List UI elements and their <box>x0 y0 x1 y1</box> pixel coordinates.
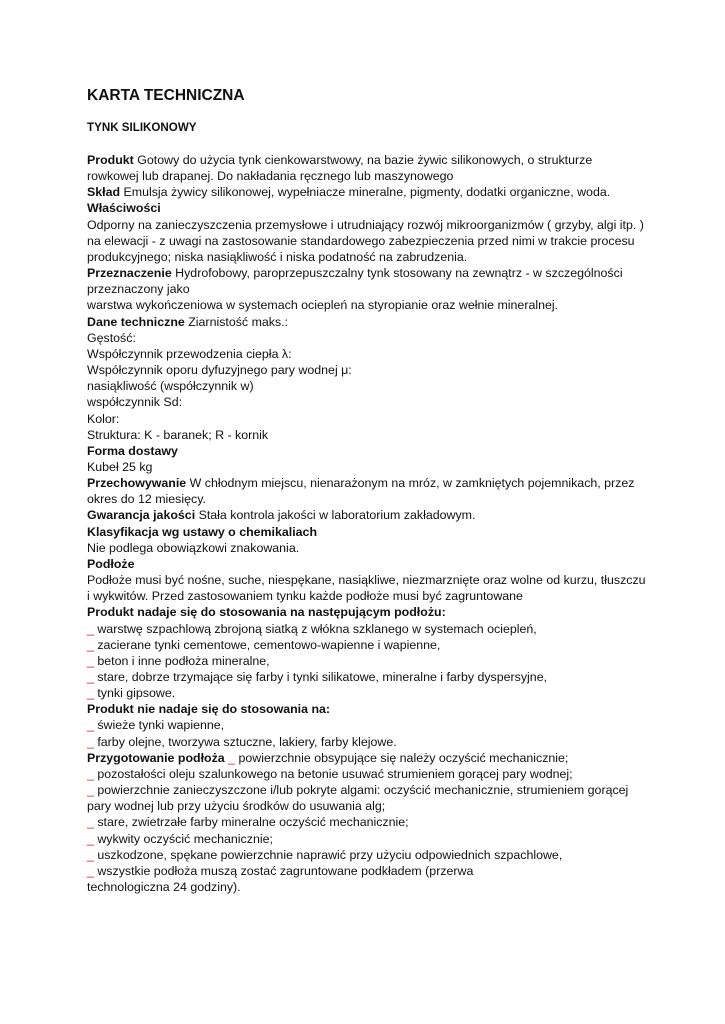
text-run: Kubeł 25 kg <box>87 459 153 474</box>
text-line <box>87 701 647 717</box>
product-subtitle: TYNK SILIKONOWY <box>87 121 197 134</box>
text-run: nasiąkliwość (współczynnik w) <box>87 379 254 394</box>
text-line <box>87 297 647 313</box>
text-line <box>87 669 647 685</box>
bullet-dash: _ <box>87 863 94 878</box>
section-label: Dane techniczne <box>87 314 185 329</box>
text-run: farby olejne, tworzywa sztuczne, lakiery, farby klejowe. <box>93 734 397 749</box>
text-run: technologiczna 24 godziny). <box>87 880 241 895</box>
document-page <box>87 86 647 895</box>
text-line <box>87 184 647 200</box>
bullet-dash: _ <box>87 783 94 798</box>
text-run: warstwa wykończeniowa w systemach ociepleń na styropianie oraz wełnie mineralnej. <box>87 298 559 313</box>
text-run: produkcyjnego; niska nasiąkliwość i niska podatność na zabrudzenia. <box>87 249 468 264</box>
text-line <box>87 717 647 733</box>
text-line <box>87 233 647 249</box>
text-line <box>87 879 647 895</box>
text-run: Współczynnik oporu dyfuzyjnego pary wodnej μ: <box>87 363 352 378</box>
text-line <box>87 314 647 330</box>
text-run: Emulsja żywicy silikonowej, wypełniacze mineralne, pigmenty, dodatki organiczne, woda. <box>120 185 611 200</box>
text-line <box>87 459 647 475</box>
text-run: pary wodnej lub przy użyciu środków do usuwania alg; <box>87 799 386 814</box>
text-run: Hydrofobowy, paroprzepuszczalny tynk stosowany na zewnątrz - w szczególności <box>171 266 623 281</box>
text-run: i wykwitów. Przed zastosowaniem tynku każde podłoże musi być zagruntowane <box>87 589 523 604</box>
text-line <box>87 637 647 653</box>
text-line <box>87 863 647 879</box>
document-body <box>87 152 647 895</box>
text-run: przeznaczony jako <box>87 282 190 297</box>
text-run: beton i inne podłoża mineralne, <box>93 653 270 668</box>
text-line <box>87 750 647 766</box>
text-run: Odporny na zanieczyszczenia przemysłowe i utrudniający rozwój mikroorganizmów ( grzyby, algi itp. ) <box>87 217 644 232</box>
bullet-dash: _ <box>87 734 94 749</box>
text-line <box>87 491 647 507</box>
bullet-dash: _ <box>87 718 94 733</box>
text-run: powierzchnie zanieczyszczone i/lub pokryte algami: oczyścić mechanicznie, strumieniem gorącej <box>93 783 629 798</box>
text-line <box>87 653 647 669</box>
bullet-dash: _ <box>87 766 94 781</box>
text-run: Współczynnik przewodzenia ciepła λ: <box>87 346 292 361</box>
section-label: Produkt nadaje się do stosowania na następującym podłożu: <box>87 605 446 620</box>
text-run: Struktura: K - baranek; R - kornik <box>87 427 269 442</box>
text-run: wszystkie podłoża muszą zostać zagruntowane podkładem (przerwa <box>93 863 474 878</box>
text-run: okres do 12 miesięcy. <box>87 492 206 507</box>
text-line <box>87 847 647 863</box>
text-line <box>87 378 647 394</box>
section-label: Klasyfikacja wg ustawy o chemikaliach <box>87 524 318 539</box>
text-line <box>87 685 647 701</box>
text-run: powierzchnie obsypujące się należy oczyścić mechanicznie; <box>235 750 569 765</box>
text-run: tynki gipsowe. <box>93 686 176 701</box>
text-line <box>87 443 647 459</box>
text-line <box>87 346 647 362</box>
text-line <box>87 588 647 604</box>
section-label: Gwarancja jakości <box>87 508 196 523</box>
text-line <box>87 394 647 410</box>
document-title: KARTA TECHNICZNA <box>87 87 245 104</box>
bullet-dash: _ <box>87 847 94 862</box>
text-line <box>87 766 647 782</box>
text-line <box>87 330 647 346</box>
text-run: W chłodnym miejscu, nienarażonym na mróz, w zamkniętych pojemnikach, przez <box>186 476 635 491</box>
section-label: Właściwości <box>87 201 161 216</box>
text-line <box>87 782 647 798</box>
text-run: Nie podlega obowiązkowi znakowania. <box>87 540 300 555</box>
text-run: stare, dobrze trzymające się farby i tynki silikatowe, mineralne i farby dyspersyjne, <box>93 670 548 684</box>
bullet-dash: _ <box>87 670 94 684</box>
text-line <box>87 831 647 847</box>
text-run: Gęstość: <box>87 330 136 345</box>
text-line <box>87 604 647 620</box>
bullet-dash: _ <box>87 815 94 830</box>
text-line <box>87 362 647 378</box>
text-line <box>87 265 647 281</box>
text-line <box>87 217 647 233</box>
bullet-dash: _ <box>87 621 94 636</box>
text-run: zacierane tynki cementowe, cementowo-wapienne i wapienne, <box>93 637 441 652</box>
bullet-dash: _ <box>228 750 236 765</box>
section-label: Skład <box>87 185 121 200</box>
section-label: Forma dostawy <box>87 443 178 458</box>
bullet-dash: _ <box>87 831 94 846</box>
text-run: Ziarnistość maks.: <box>184 314 289 329</box>
text-run: na elewacji - z uwagi na zastosowanie standardowego zabezpieczenia przed nimi w trakcie procesu <box>87 233 635 248</box>
text-run: uszkodzone, spękane powierzchnie naprawić przy użyciu odpowiednich szpachlowe, <box>93 847 563 862</box>
text-run: Kolor: <box>87 411 120 426</box>
bullet-dash: _ <box>87 686 94 701</box>
text-line <box>87 152 647 168</box>
text-line <box>87 427 647 443</box>
text-run: warstwę szpachlową zbrojoną siatką z włókna szklanego w systemach ociepleń, <box>93 621 537 636</box>
text-line <box>87 249 647 265</box>
text-line <box>87 540 647 556</box>
text-line <box>87 734 647 750</box>
text-line <box>87 524 647 540</box>
text-line <box>87 507 647 523</box>
text-line <box>87 814 647 830</box>
text-line <box>87 556 647 572</box>
bullet-dash: _ <box>87 653 94 668</box>
text-line <box>87 281 647 297</box>
text-run: stare, zwietrzałe farby mineralne oczyścić mechanicznie; <box>93 815 409 830</box>
section-label: Przechowywanie <box>87 476 187 491</box>
text-line <box>87 200 647 216</box>
text-run: Podłoże musi być nośne, suche, niespękane, nasiąkliwe, niezmarznięte oraz wolne od kurzu, tłuszczu <box>87 573 646 588</box>
text-line <box>87 475 647 491</box>
text-run: wykwity oczyścić mechanicznie; <box>93 831 273 846</box>
text-run: Stała kontrola jakości w laboratorium zakładowym. <box>195 508 476 523</box>
text-line <box>87 798 647 814</box>
text-line <box>87 168 647 184</box>
bullet-dash: _ <box>87 637 94 652</box>
section-label: Przygotowanie podłoża <box>87 750 225 765</box>
text-line <box>87 621 647 637</box>
section-label: Podłoże <box>87 556 135 571</box>
text-run: pozostałości oleju szalunkowego na betonie usuwać strumieniem gorącej pary wodnej; <box>93 766 573 781</box>
section-label: Przeznaczenie <box>87 266 172 281</box>
section-label: Produkt nie nadaje się do stosowania na: <box>87 702 331 717</box>
text-line <box>87 572 647 588</box>
text-line <box>87 411 647 427</box>
text-run: Gotowy do użycia tynk cienkowarstwowy, na bazie żywic silikonowych, o strukturze <box>133 153 593 167</box>
text-run: rowkowej lub drapanej. Do nakładania ręcznego lub maszynowego <box>87 169 454 184</box>
text-run: współczynnik Sd: <box>87 395 183 410</box>
text-run: świeże tynki wapienne, <box>93 718 225 733</box>
section-label: Produkt <box>87 153 134 167</box>
